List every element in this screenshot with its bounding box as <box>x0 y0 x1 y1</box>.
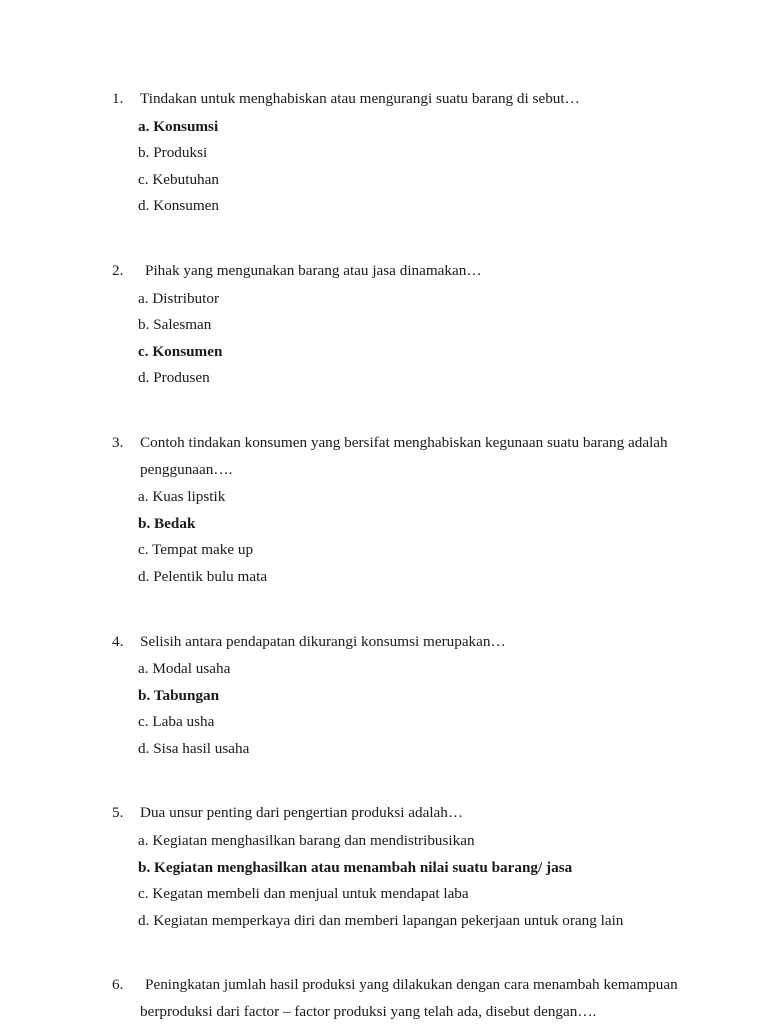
option-correct[interactable] <box>138 683 680 710</box>
option-letter: d. <box>138 911 150 929</box>
option-letter: a. <box>138 660 149 678</box>
option-letter: c. <box>138 541 149 559</box>
question-stem <box>112 258 680 285</box>
option-letter: d. <box>138 739 150 757</box>
option-correct[interactable] <box>138 511 680 538</box>
option-list <box>112 484 680 590</box>
option-text: Sisa hasil usaha <box>153 739 250 757</box>
option-text: Konsumsi <box>153 117 219 135</box>
option-letter: a. <box>138 832 149 850</box>
question-list <box>112 86 680 1026</box>
question-number: 4. <box>112 632 124 650</box>
question-stem <box>112 430 680 483</box>
question-number: 3. <box>112 433 124 451</box>
option-correct[interactable] <box>138 855 680 882</box>
option[interactable] <box>138 828 680 855</box>
question-number: 1. <box>112 90 124 107</box>
question-text: Pihak yang mengunakan barang atau jasa dinamakan… <box>145 261 482 279</box>
option-letter: a. <box>138 289 149 307</box>
option-text: Bedak <box>154 514 196 532</box>
option-text: Pelentik bulu mata <box>153 567 268 585</box>
question-stem <box>112 800 680 827</box>
question-stem <box>112 86 680 113</box>
option-text: Konsumen <box>153 197 219 215</box>
option-letter: d. <box>138 369 150 387</box>
question-number: 6. <box>112 976 124 994</box>
option-letter: b. <box>138 514 151 532</box>
question-stem <box>112 629 680 656</box>
question-item <box>112 629 680 763</box>
question-number: 5. <box>112 804 124 822</box>
option-letter: d. <box>138 567 150 585</box>
option-list <box>112 828 680 934</box>
option-letter: b. <box>138 316 150 334</box>
option-letter: c. <box>138 342 149 360</box>
option-text: Kebutuhan <box>152 170 219 188</box>
option-letter: b. <box>138 858 151 876</box>
option[interactable] <box>138 564 680 591</box>
option-letter: a. <box>138 117 150 135</box>
question-item <box>112 258 680 392</box>
question-item <box>112 800 680 934</box>
option-text: Kegiatan menghasilkan atau menambah nilai suatu barang/ jasa <box>154 858 573 876</box>
question-item <box>112 430 680 591</box>
question-stem <box>112 972 680 1025</box>
option[interactable] <box>138 736 680 763</box>
option[interactable] <box>138 140 680 167</box>
option-text: Modal usaha <box>152 660 231 678</box>
option-correct[interactable] <box>138 114 680 141</box>
option[interactable] <box>138 537 680 564</box>
option[interactable] <box>138 484 680 511</box>
option-text: Kegiatan memperkaya diri dan memberi lapangan pekerjaan untuk orang lain <box>153 911 624 929</box>
option-letter: c. <box>138 885 149 903</box>
option-text: Distributor <box>152 289 219 307</box>
question-text: Peningkatan jumlah hasil produksi yang dilakukan dengan cara menambah kemampuan berproduksi dari factor – factor produksi yang telah ada, disebut dengan…. <box>140 976 678 1021</box>
question-item <box>112 972 680 1025</box>
option[interactable] <box>138 709 680 736</box>
option-list <box>112 114 680 220</box>
option[interactable] <box>138 881 680 908</box>
option[interactable] <box>138 193 680 220</box>
option[interactable] <box>138 286 680 313</box>
option-letter: c. <box>138 170 149 188</box>
option-text: Tabungan <box>153 686 220 704</box>
option[interactable] <box>138 656 680 683</box>
option-correct[interactable] <box>138 339 680 366</box>
option-letter: c. <box>138 713 149 731</box>
option-text: Produksi <box>153 144 208 162</box>
option-letter: d. <box>138 197 150 215</box>
question-text: Contoh tindakan konsumen yang bersifat menghabiskan kegunaan suatu barang adalah penggunaan…. <box>140 433 668 478</box>
option[interactable] <box>138 365 680 392</box>
option[interactable] <box>138 167 680 194</box>
option-list <box>112 656 680 762</box>
option-letter: b. <box>138 144 150 162</box>
option[interactable] <box>138 908 680 935</box>
option-letter: a. <box>138 488 149 506</box>
option-text: Salesman <box>153 316 212 334</box>
option-text: Kuas lipstik <box>152 488 226 506</box>
option[interactable] <box>138 312 680 339</box>
option-letter: b. <box>138 686 151 704</box>
option-text: Produsen <box>153 369 210 387</box>
option-text: Laba usha <box>152 713 215 731</box>
option-list <box>112 286 680 392</box>
option-text: Tempat make up <box>152 541 254 559</box>
question-text: Dua unsur penting dari pengertian produksi adalah… <box>140 804 464 822</box>
option-text: Kegatan membeli dan menjual untuk mendapat laba <box>152 885 469 903</box>
question-number: 2. <box>112 261 124 279</box>
option-text: Kegiatan menghasilkan barang dan mendistribusikan <box>152 832 475 850</box>
question-item <box>112 86 680 220</box>
option-text: Konsumen <box>152 342 223 360</box>
question-text: Tindakan untuk menghabiskan atau mengurangi suatu barang di sebut… <box>140 90 580 107</box>
question-text: Selisih antara pendapatan dikurangi konsumsi merupakan… <box>140 632 506 650</box>
